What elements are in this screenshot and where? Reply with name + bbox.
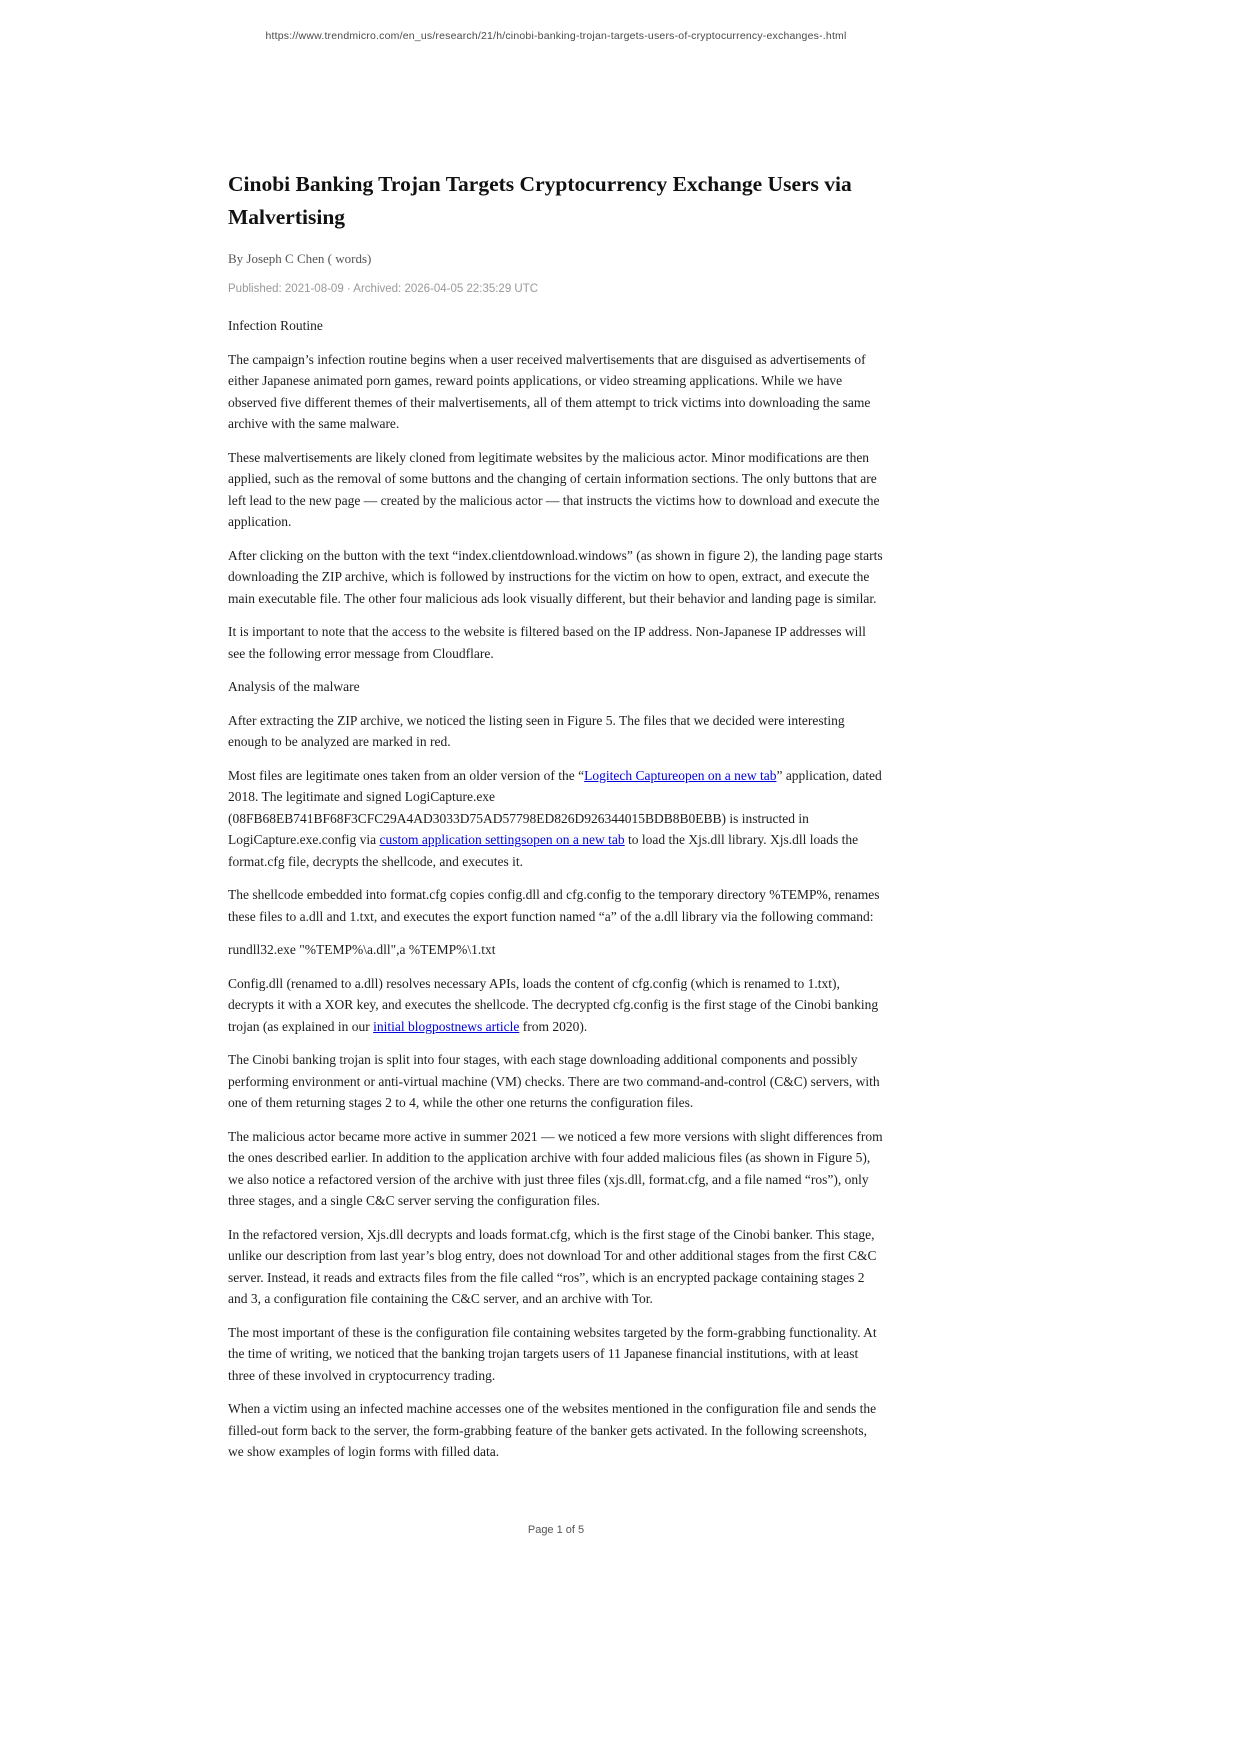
paragraph-segment: from 2020).	[519, 1018, 588, 1034]
byline: By Joseph C Chen ( words)	[228, 251, 372, 266]
paragraph-refactored-version: In the refactored version, Xjs.dll decrypts and loads format.cfg, which is the first stage of the Cinobi banker. This stage, unlike our description from last year’s blog entry, does not download Tor and other additional stages from the first C&C server. Instead, it reads and extracts files from the file called “ros”, which is an encrypted package containing stages 2 and 3, a configuration file containing the C&C server, and an archive with Tor.	[228, 1226, 877, 1306]
paragraph-shellcode-embedded: The shellcode embedded into format.cfg copies config.dll and cfg.config to the temporary directory %TEMP%, renames these files to a.dll and 1.txt, and executes the export function named “a” of the a.dll library via the following command:	[228, 887, 880, 924]
paragraph-malvertisements-cloned: These malvertisements are likely cloned from legitimate websites by the malicious actor. Minor modifications are then applied, such as the removal of some buttons and the changing of certain information sections. The only buttons that are left lead to the new page — created by the malicious actor — that instructs the victims how to download and execute the application.	[228, 449, 880, 529]
paragraph-campaign-infection: The campaign’s infection routine begins when a user received malvertisements that are disguised as advertisements of either Japanese animated porn games, reward points applications, or video streaming applications. While we have observed five different themes of their malvertisements, all of them attempt to trick victims into downloading the same archive with the same malware.	[228, 351, 871, 431]
section-heading-analysis-of-malware: Analysis of the malware	[228, 679, 360, 694]
paragraph-configuration-file-targets: The most important of these is the configuration file containing websites targeted by the form-grabbing functionality. At the time of writing, we noticed that the banking trojan targets users of 11 Japanese financial institutions, with at least three of these involved in cryptocurrency trading.	[228, 1324, 877, 1383]
paragraph-segment: Config.dll (renamed to a.dll) resolves necessary APIs, loads the content of cfg.config (which is renamed to 1.txt), decrypts it with a XOR key, and executes the shellcode. The decrypted cfg.config is the first stage of the Cinobi banking trojan (as explained in our	[228, 975, 879, 1034]
section-heading-infection-routine: Infection Routine	[228, 318, 323, 333]
paragraph-ip-filter: It is important to note that the access to the website is filtered based on the IP address. Non-Japanese IP addresses will see the following error message from Cloudflare.	[228, 624, 866, 661]
paragraph-most-files	[228, 765, 884, 873]
print-footer-page-number: Page 1 of 5	[527, 1524, 585, 1536]
link-initial-blogpost[interactable]: initial blogpostnews article	[373, 1018, 520, 1034]
paragraph-victim-form-grabbing: When a victim using an infected machine accesses one of the websites mentioned in the configuration file and sends the filled-out form back to the server, the form-grabbing feature of the banker gets activated. In the following screenshots, we show examples of login forms with filled data.	[228, 1401, 877, 1459]
paragraph-four-stages: The Cinobi banking trojan is split into four stages, with each stage downloading additional components and possibly performing environment or anti-virtual machine (VM) checks. There are two command-and-control (C&C) servers, with one of them returning stages 2 to 4, while the other one returns the configuration files.	[228, 1052, 880, 1110]
link-logitech-capture[interactable]: Logitech Captureopen on a new tab	[584, 767, 777, 783]
article	[228, 168, 884, 1475]
paragraph-after-extracting-zip: After extracting the ZIP archive, we noticed the listing seen in Figure 5. The files that we decided were interesting enough to be analyzed are marked in red.	[228, 712, 845, 749]
page-title: Cinobi Banking Trojan Targets Cryptocurrency Exchange Users via Malvertising	[228, 172, 852, 229]
link-custom-application-settings[interactable]: custom application settingsopen on a new tab	[379, 832, 625, 847]
paragraph-segment: ” application, dated 2018. The legitimate and signed LogiCapture.exe (08FB68EB741BF68F3CFC29A4AD3033D75AD57798ED826D926344015BDB8B0EBB) is instructed in LogiCapture.exe.config via	[228, 767, 882, 847]
paragraph-after-clicking-button: After clicking on the button with the text “index.clientdownload.windows” (as shown in figure 2), the landing page starts downloading the ZIP archive, which is followed by instructions for the victim on how to open, extract, and execute the main executable file. The other four malicious ads look visually different, but their behavior and landing page is similar.	[228, 547, 883, 606]
paragraph-segment: to load the Xjs.dll library. Xjs.dll loads the format.cfg file, decrypts the shellcode, and executes it.	[228, 832, 859, 869]
paragraph-summer-2021: The malicious actor became more active in summer 2021 — we noticed a few more versions with slight differences from the ones described earlier. In addition to the application archive with four added malicious files (as shown in Figure 5), we also notice a refactored version of the archive with just three files (xjs.dll, format.cfg, and a file named “ros”), only three stages, and a single C&C server serving the configuration files.	[228, 1128, 883, 1208]
paragraph-config-dll	[228, 973, 884, 1038]
command-line-rundll32: rundll32.exe "%TEMP%\a.dll",a %TEMP%\1.txt	[228, 942, 496, 957]
published-archived-meta: Published: 2021-08-09 · Archived: 2026-04-05 22:35:29 UTC	[228, 283, 539, 295]
print-header-url: https://www.trendmicro.com/en_us/research/21/h/cinobi-banking-trojan-targets-users-of-cryptocurrency-exchanges-.html	[265, 30, 847, 42]
paragraph-segment: Most files are legitimate ones taken from an older version of the “	[228, 767, 585, 783]
